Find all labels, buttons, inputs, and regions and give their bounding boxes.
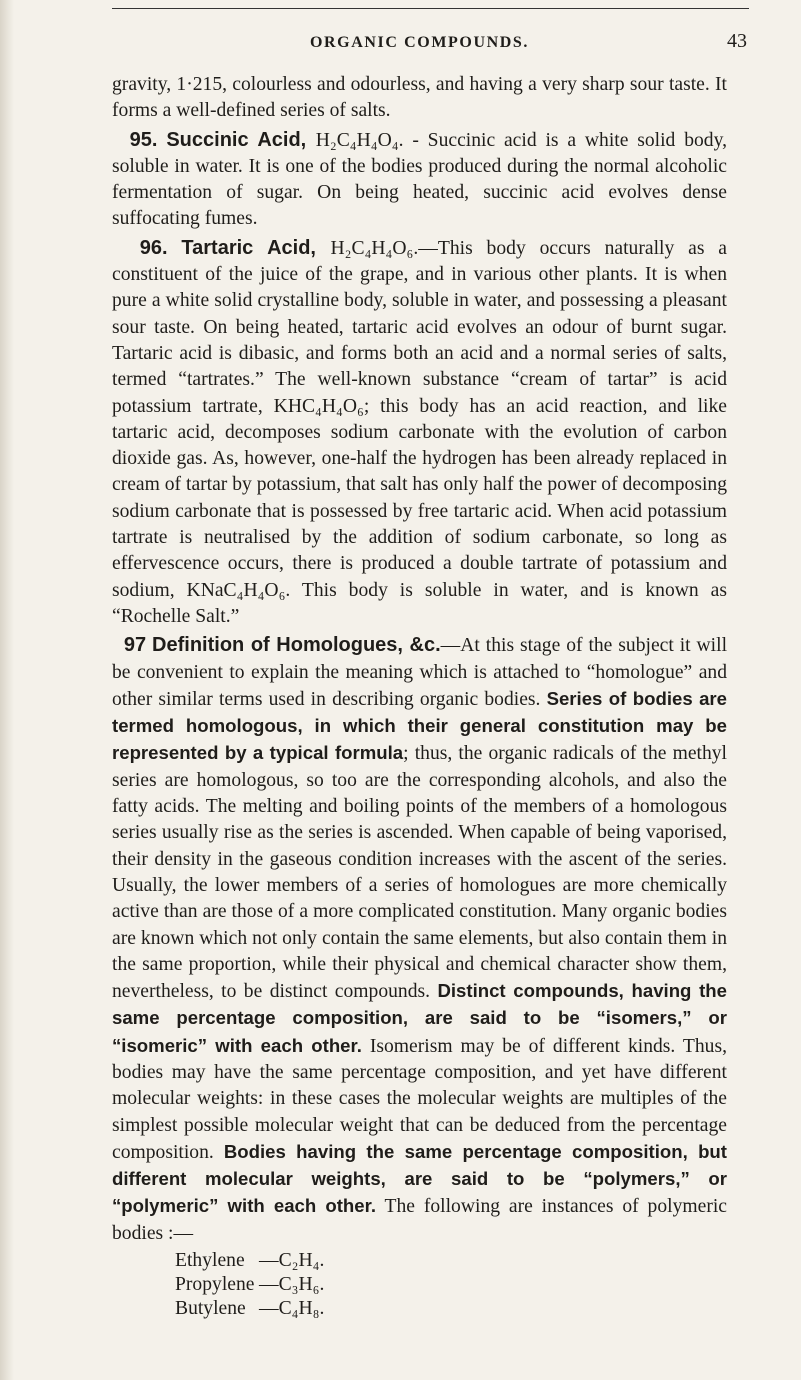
list-item <box>175 1249 727 1273</box>
page-spine-shadow <box>0 0 14 1380</box>
intro-paragraph <box>112 72 727 125</box>
polymer-name: Butylene <box>175 1298 246 1320</box>
section-95-text: - Succinic acid is a white solid body, soluble in water. It is one of the bodies produced during the normal alcoholic fermentation of sugar. On being heated, succinic acid evolves dense suffocating fumes. <box>112 129 728 230</box>
intro-text: gravity, 1·215, colourless and odourless, and having a very sharp sour taste. It forms a well-defined series of salts. <box>112 74 727 122</box>
section-96-title: Tartaric Acid, <box>181 236 331 259</box>
isomers-definition: Distinct compounds, having the same percentage composition, are said to be “isomers,” or “isomeric” with each other. <box>112 980 727 1056</box>
section-97 <box>112 632 727 1247</box>
polymers-definition: Bodies having the same percentage composition, but different molecular weights, are said to be “polymers,” or “polymeric” with each other. <box>112 1140 727 1217</box>
section-95 <box>112 127 727 233</box>
polymer-name: Ethylene <box>175 1250 245 1272</box>
page-header <box>112 0 747 72</box>
homologous-definition: Series of bodies are termed homologous, in which their general constitution may be represented by a typical formula <box>112 687 728 764</box>
section-97-text-b: ; thus, the organic radicals of the methyl series are homologous, so too are the corresponding alcohols, and also the fatty acids. The melting and boiling points of the members of a homologous series usually rise as the series is ascended. When capable of being vaporised, their density in the gaseous condition increases with the ascent of the series. Usually, the lower members of a series of homologues are more chemically active than are those of a more complicated constitution. Many organic bodies are known which not only contain the same elements, but also contain them in the same proportion, while their physical and chemical character show them, nevertheless, to be distinct compounds. <box>112 743 727 1003</box>
polymer-name: Propylene <box>175 1274 255 1296</box>
section-95-number: 95. <box>129 128 158 151</box>
section-95-title: Succinic Acid, <box>166 128 316 151</box>
section-95-formula: H₂C₄H₄O₄. <box>315 129 404 151</box>
section-96-formula: H₂C₄H₄O₆. <box>330 237 419 259</box>
page-number: 43 <box>727 30 747 52</box>
list-item <box>175 1273 727 1297</box>
polymer-formula: —C₂H₄. <box>259 1250 325 1272</box>
section-97-text-a: —At this stage of the subject it will be convenient to explain the meaning which is attached to “homologue” and other similar terms used in describing organic bodies. <box>112 635 728 710</box>
section-97-text-d: The following are instances of polymeric bodies :— <box>112 1196 727 1244</box>
section-96-number: 96. <box>139 236 168 259</box>
running-head: ORGANIC COMPOUNDS. <box>309 34 530 51</box>
header-rule <box>112 8 749 9</box>
list-item <box>175 1297 727 1321</box>
polymer-formula: —C₃H₆. <box>259 1274 325 1296</box>
section-97-text-c: Isomerism may be of different kinds. Thus, bodies may have the same percentage composition, and yet have different molecular weights: in these cases the molecular weights are multiples of the simplest possible molecular weight that can be deduced from the percentage composition. <box>112 1035 727 1163</box>
section-96-text: —This body occurs naturally as a constituent of the juice of the grape, and in various other plants. It is when pure a white solid crystalline body, soluble in water, and possessing a pleasant sour taste. On being heated, tartaric acid evolves an odour of burnt sugar. Tartaric acid is dibasic, and forms both an acid and a normal series of salts, termed “tartrates.” The well-known substance “cream of tartar” is acid potassium tartrate, KHC₄H₄O₆; this body has an acid reaction, and like tartaric acid, decomposes sodium carbonate with the evolution of carbon dioxide gas. As, however, one-half the hydrogen has been already replaced in cream of tartar by potassium, that salt has only half the power of decomposing sodium carbonate that is possessed by free tartaric acid. When acid potassium tartrate is neutralised by the addition of sodium carbonate, so long as effervescence occurs, there is produced a double tartrate of potassium and sodium, KNaC₄H₄O₆. This body is soluble in water, and is known as “Rochelle Salt.” <box>112 237 728 627</box>
polymer-formula: —C₄H₈. <box>259 1298 325 1320</box>
section-97-title: Definition of Homologues, &c. <box>152 634 441 657</box>
section-96 <box>112 235 727 630</box>
polymer-list <box>112 1249 727 1321</box>
section-97-number: 97 <box>123 634 147 657</box>
